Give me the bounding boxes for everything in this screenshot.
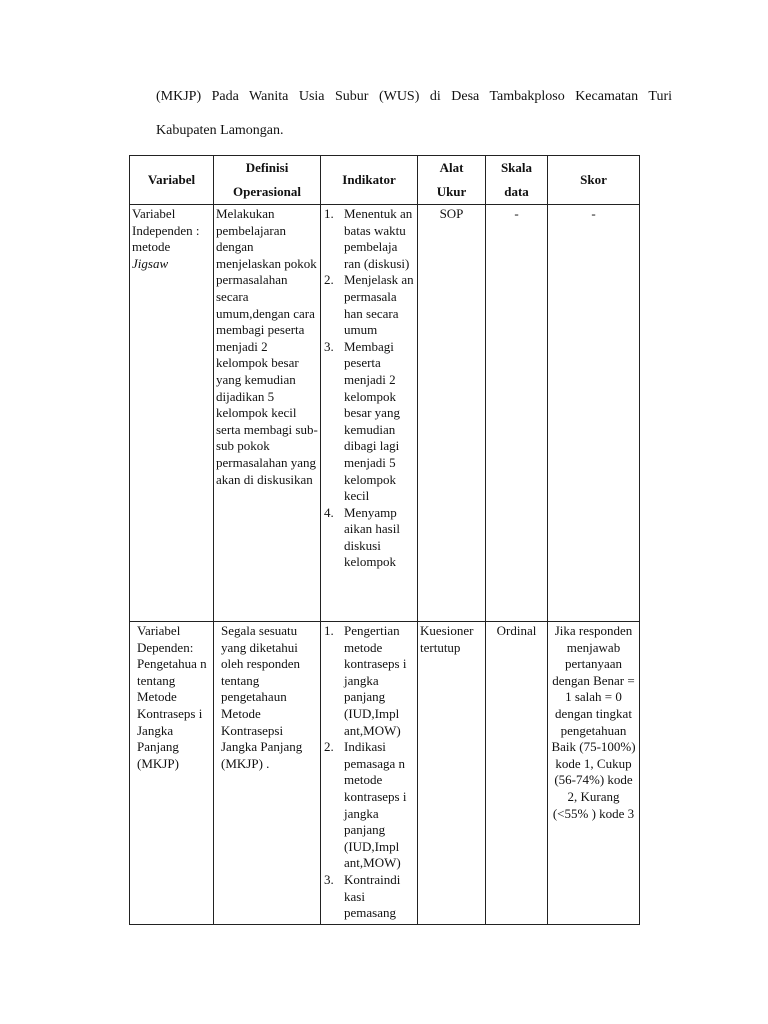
cell-alat-ukur: SOP (418, 205, 486, 622)
header-definisi-operasional: Definisi Operasional (214, 156, 321, 205)
cell-skala-data: - (486, 205, 548, 622)
list-item: 3. Kontraindi kasi pemasang (324, 871, 401, 921)
table-header-row (130, 156, 640, 205)
list-item: 1. Menentuk an batas waktu pembelaja ran (diskusi) (324, 206, 413, 271)
cell-indikator (321, 205, 418, 622)
cell-variabel: Variabel Dependen: Pengetahua n tentang Metode Kontraseps i Jangka Panjang (MKJP) (130, 622, 214, 925)
cell-indikator (321, 622, 418, 925)
list-item: 3. Membagi peserta menjadi 2 kelompok besar yang kemudian dibagi lagi menjadi 5 kelompok kecil (324, 338, 400, 504)
header-skor: Skor (548, 156, 640, 205)
cell-skala-data: Ordinal (486, 622, 548, 925)
intro-line-1: (MKJP) Pada Wanita Usia Subur (WUS) di Desa Tambakploso Kecamatan Turi (156, 89, 672, 104)
cell-skor: - (548, 205, 640, 622)
header-variabel: Variabel (130, 156, 214, 205)
cell-skor: Jika responden menjawab pertanyaan dengan Benar = 1 salah = 0 dengan tingkat pengetahuan Baik (75-100%) kode 1, Cukup (56-74%) kode 2, Kurang (<55% ) kode 3 (548, 622, 640, 925)
list-item: 1. Pengertian metode kontraseps i jangka panjang (IUD,Impl ant,MOW) (324, 623, 407, 738)
operational-definition-table (129, 155, 640, 925)
cell-definisi: Segala sesuatu yang diketahui oleh responden tentang pengetahaun Metode Kontrasepsi Jangka Panjang (MKJP) . (214, 622, 321, 925)
table-row (130, 622, 640, 925)
cell-variabel: Variabel Independen : metode Jigsaw (130, 205, 214, 622)
list-item: 4. Menyamp aikan hasil diskusi kelompok (324, 504, 400, 570)
table-row (130, 205, 640, 622)
list-item: 2. Indikasi pemasaga n metode kontraseps i jangka panjang (IUD,Impl ant,MOW) (324, 739, 407, 871)
cell-definisi: Melakukan pembelajaran dengan menjelaskan pokok permasalahan secara umum,dengan cara membagi peserta menjadi 2 kelompok besar yang kemudian dijadikan 5 kelompok kecil serta membagi sub-sub pokok permasalahan yang akan di diskusikan (214, 205, 321, 622)
header-alat-ukur: Alat Ukur (418, 156, 486, 205)
intro-line-2: Kabupaten Lamongan. (156, 123, 284, 138)
header-indikator: Indikator (321, 156, 418, 205)
list-item: 2. Menjelask an permasala han secara umum (324, 272, 414, 338)
header-skala-data: Skala data (486, 156, 548, 205)
cell-alat-ukur: Kuesioner tertutup (418, 622, 486, 925)
